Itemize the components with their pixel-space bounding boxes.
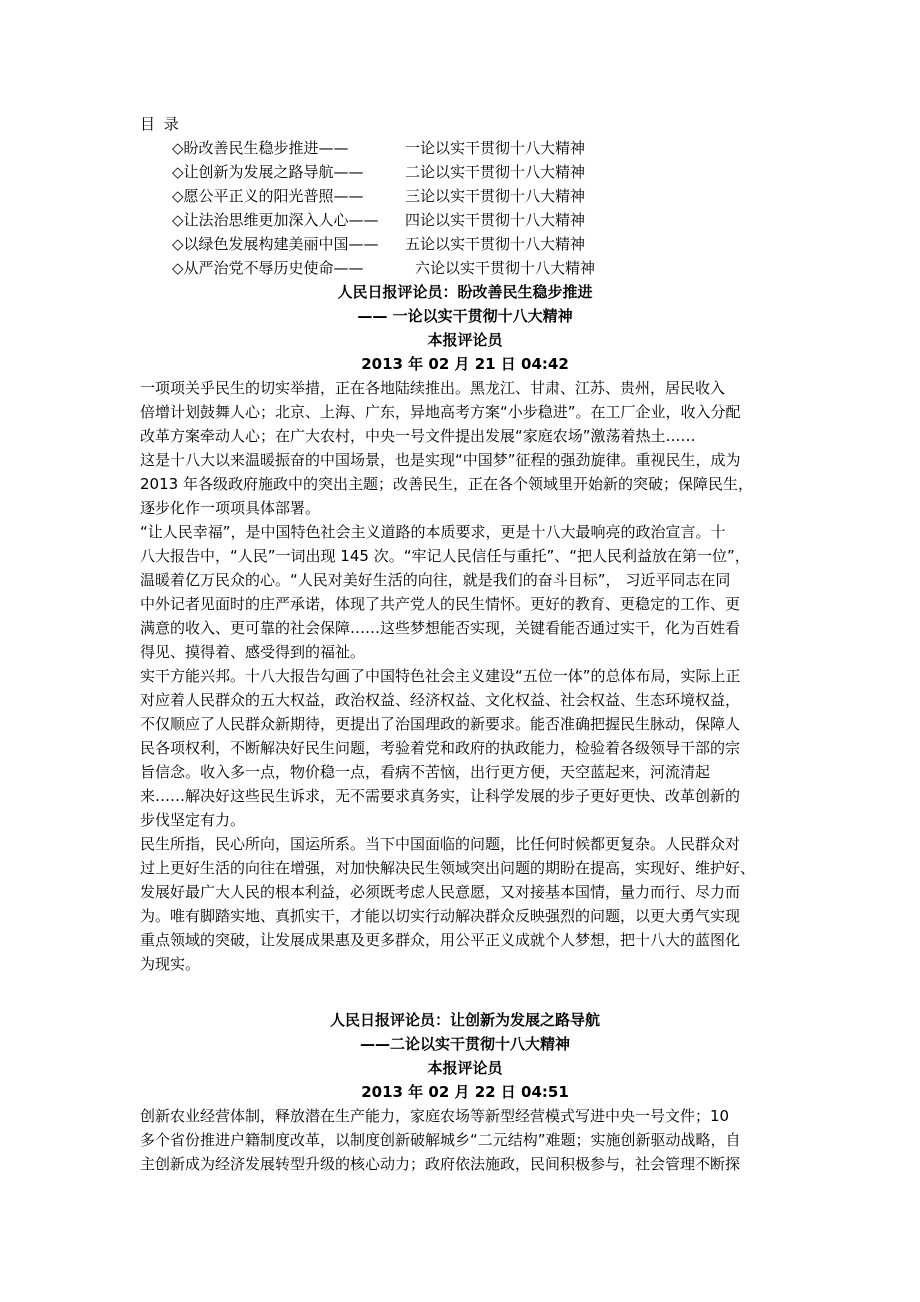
article-date: 2013 年 02 月 21 日 04:42 <box>361 355 569 373</box>
article-title: 人民日报评论员：盼改善民生稳步推进 <box>337 283 593 301</box>
article-paragraph: “让人民幸福”，是中国特色社会主义道路的本质要求，更是十八大最响亮的政治宣言。十 八大报告中，“人民”一词出现 145 次。“牢记人民信任与重托”、“把人民利益放在第一位”， 温暖着亿万民众的心。“人民对美好生活的向往，就是我们的奋斗目标”， 习近平同志在同 中外记者见面时的庄严承诺，体现了共产党人的民生情怀。更好的教育、更稳定的工作、更 满意的收入、更可靠的社会保障……这些梦想能否实现，关键看能否通过实干，化为百姓看 得见、摸得着、感受得到的福祉。 <box>140 523 750 661</box>
section-spacer <box>140 976 790 1000</box>
article-paragraph: 一项项关乎民生的切实举措，正在各地陆续推出。黑龙江、甘肃、江苏、贵州，居民收入 倍增计划鼓舞人心；北京、上海、广东，异地高考方案“小步稳进”。在工厂企业，收入分配 改革方案牵动人心；在广大农村，中央一号文件提出发展“家庭农场”激荡着热土…… <box>140 379 741 445</box>
toc-item-title: ◇让创新为发展之路导航—— <box>172 163 364 181</box>
toc-item-subtitle: 四论以实干贯彻十八大精神 <box>405 211 586 229</box>
article-paragraph: 这是十八大以来温暖振奋的中国场景，也是实现“中国梦”征程的强劲旋律。重视民生，成为 2013 年各级政府施政中的突出主题；改善民生，正在各个领域里开始新的突破；保障民生， 逐步化作一项项具体部署。 <box>140 451 753 517</box>
article-paragraph: 实干方能兴邦。十八大报告勾画了中国特色社会主义建设“五位一体”的总体布局，实际上正 对应着人民群众的五大权益，政治权益、经济权益、文化权益、社会权益、生态环境权益， 不仅顺应了人民群众新期待，更提出了治国理政的新要求。能否准确把握民生脉动，保障人 民各项权利，不断解决好民生问题，考验着党和政府的执政能力，检验着各级领导干部的宗 旨信念。收入多一点，物价稳一点，看病不苦恼，出行更方便，天空蓝起来，河流清起 来……解决好这些民生诉求，无不需要求真务实，让科学发展的步子更好更快、改革创新的 步伐坚定有力。 <box>140 667 741 829</box>
toc-item-subtitle: 一论以实干贯彻十八大精神 <box>405 139 586 157</box>
article-date: 2013 年 02 月 22 日 04:51 <box>361 1083 569 1101</box>
toc-item[interactable] <box>140 160 790 184</box>
article-subtitle: ——二论以实干贯彻十八大精神 <box>359 1035 570 1053</box>
toc-item[interactable] <box>140 184 790 208</box>
toc-title: 目 录 <box>140 115 181 133</box>
section-gap <box>140 1000 790 1008</box>
toc-item-subtitle: 五论以实干贯彻十八大精神 <box>405 235 586 253</box>
toc-item-subtitle: 六论以实干贯彻十八大精神 <box>415 259 596 277</box>
article-author: 本报评论员 <box>427 331 503 349</box>
document-page <box>140 112 790 1176</box>
toc-item-title: ◇让法治思维更加深入人心—— <box>172 211 379 229</box>
toc-item-title: ◇以绿色发展构建美丽中国—— <box>172 235 379 253</box>
toc-item-title: ◇盼改善民生稳步推进—— <box>172 139 349 157</box>
toc-item-title: ◇从严治党不辱历史使命—— <box>172 259 364 277</box>
toc-item-subtitle: 三论以实干贯彻十八大精神 <box>405 187 586 205</box>
toc-item-subtitle: 二论以实干贯彻十八大精神 <box>405 163 586 181</box>
article-paragraph: 民生所指，民心所向，国运所系。当下中国面临的问题，比任何时候都更复杂。人民群众对 过上更好生活的向往在增强，对加快解决民生领域突出问题的期盼在提高，实现好、维护好、 发展好最广大人民的根本利益，必须既考虑人民意愿，又对接基本国情，量力而行、尽力而 为。唯有脚踏实地、真抓实干，才能以切实行动解决群众反映强烈的问题，以更大勇气实现 重点领域的突破，让发展成果惠及更多群众，用公平正义成就个人梦想，把十八大的蓝图化 为现实。 <box>140 835 756 973</box>
toc-item[interactable] <box>140 232 790 256</box>
toc-item-title: ◇愿公平正义的阳光普照—— <box>172 187 364 205</box>
toc-item[interactable] <box>140 136 790 160</box>
article-paragraph: 创新农业经营体制，释放潜在生产能力，家庭农场等新型经营模式写进中央一号文件；10 多个省份推进户籍制度改革，以制度创新破解城乡“二元结构”难题；实施创新驱动战略，自 主创新成为经济发展转型升级的核心动力；政府依法施政，民间积极参与，社会管理不断探 <box>140 1107 741 1173</box>
article-author: 本报评论员 <box>427 1059 503 1077</box>
article-title: 人民日报评论员：让创新为发展之路导航 <box>329 1011 600 1029</box>
toc-item[interactable] <box>140 256 790 280</box>
toc-item[interactable] <box>140 208 790 232</box>
article-subtitle: —— 一论以实干贯彻十八大精神 <box>357 307 573 325</box>
